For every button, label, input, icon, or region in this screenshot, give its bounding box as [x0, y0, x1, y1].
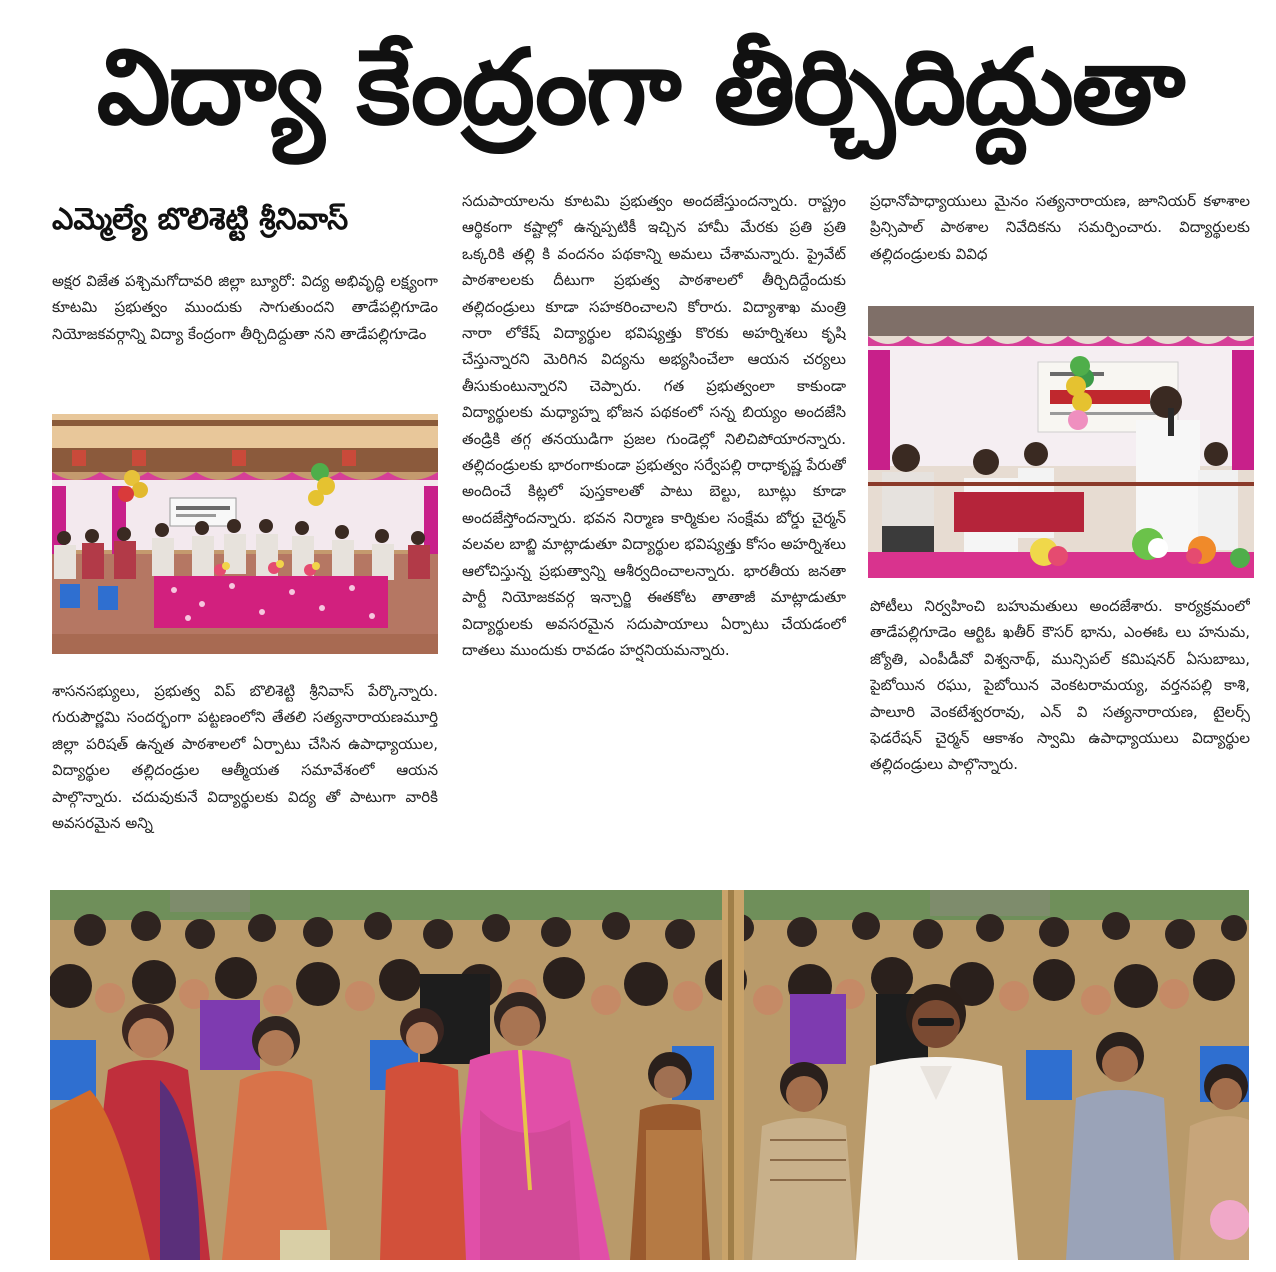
- article-column-3-top: [870, 188, 1250, 276]
- headline: విద్యా కేంద్రంగా తీర్చిదిద్దుతా: [96, 26, 1184, 148]
- article-paragraph: అక్షర విజేత పశ్చిమగోదావరి జిల్లా బ్యూరో: విద్య అభివృద్ధి లక్ష్యంగా కూటమి ప్రభుత్వం ముందుకు సాగుతుందని తాడేపల్లిగూడెం నియోజకవర్గాన్ని విద్యా కేంద్రంగా తీర్చిదిద్దుతా నని తాడేపల్లిగూడెం: [52, 272, 438, 343]
- article-column-1-bottom: [52, 678, 438, 884]
- article-column-1-top: [52, 268, 438, 378]
- article-paragraph: సదుపాయాలను కూటమి ప్రభుత్వం అందజేస్తుందన్నారు. రాష్ట్రం ఆర్థికంగా కష్టాల్లో ఉన్నప్పటికీ ఇచ్చిన హామీ మేరకు ప్రతి ప్రతి ఒక్కరికి తల్లి కి వందనం పథకాన్ని అమలు చేశామన్నారు. ప్రైవేట్ పాఠశాలలకు దీటుగా ప్రభుత్వ పాఠశాలలో తీర్చిదిద్దేందుకు తల్లిదండ్రులు కూడా సహకరించాలని కోరారు. విద్యాశాఖ మంత్రి నారా లోకేష్ విద్యార్థుల భవిష్యత్తు కొరకు అహర్నిశలు కృషి చేస్తున్నారని మెరిగిన విద్యను అభ్యసించేలా ఆయన చర్యలు తీసుకుంటున్నారని చెప్పారు. గత ప్రభుత్వంలా కాకుండా విద్యార్థులకు మధ్యాహ్న భోజన పథకంలో సన్న బియ్యం అందజేసి తండ్రికి తగ్గ తనయుడిగా ప్రజల గుండెల్లో నిలిచిపోయారన్నారు. తల్లిదండ్రులకు భారంగాకుండా ప్రభుత్వం సర్వేపల్లి రాధాకృష్ణ పేరుతో అందించే కిట్లలో పుస్తకాలతో పాటు బెల్టు, బూట్లు కూడా అందజేస్తోందన్నారు. భవన నిర్మాణ కార్మికుల సంక్షేమ బోర్డు చైర్మన్ వలవల బాబ్జి మాట్లాడుతూ విద్యార్థుల భవిష్యత్తు కోసం అహర్నిశలు ఆలోచిస్తున్న ప్రభుత్వాన్ని ఆశీర్వదించాలన్నారు. భారతీయ జనతా పార్టీ నియోజకవర్గ ఇన్చార్జి ఈతకోట తాతాజీ మాట్లాడుతూ విద్యార్థులకు అవసరమైన సదుపాయాలు ఏర్పాటు చేయడంలో దాతలు ముందుకు రావడం హర్షనియమన్నారు.: [462, 192, 846, 659]
- speaker-photo-image: [868, 306, 1254, 578]
- article-paragraph: పోటీలు నిర్వహించి బహుమతులు అందజేశారు. కార్యక్రమంలో తాడేపల్లిగూడెం ఆర్టిఓ ఖతీర్ కౌసర్ భాను, ఎంఈఓ లు హనుమ, జ్యోతి, ఎంపీడీవో విశ్వనాథ్, మున్సిపల్ కమిషనర్ ఏసుబాబు, పైబోయిన రఘు, పైబోయిన వెంకటరామయ్య, వర్తనపల్లి కాశి, పాలూరి వెంకటేశ్వరరావు, ఎన్ వి సత్యనారాయణ, టైలర్స్ ఫెడరేషన్ చైర్మన్ ఆకాశం స్వామి ఉపాధ్యాయులు విద్యార్థుల తల్లిదండ్రులు పాల్గొన్నారు.: [870, 597, 1250, 774]
- article-paragraph: శాసనసభ్యులు, ప్రభుత్వ విప్ బొలిశెట్టి శ్రీనివాస్ పేర్కొన్నారు. గురుపౌర్ణమి సందర్భంగా పట్టణంలోని తేతలి సత్యనారాయణమూర్తి జిల్లా పరిషత్ ఉన్నత పాఠశాలలో ఏర్పాటు చేసిన ఉపాధ్యాయుల, విద్యార్థుల తల్లిదండ్రుల ఆత్మీయత సమావేశంలో ఆయన పాల్గొన్నారు. చదువుకునే విద్యార్థులకు విద్య తో పాటుగా వారికి అవసరమైన అన్ని: [52, 682, 438, 833]
- speaker-photo: [868, 306, 1254, 578]
- audience-photo: [50, 890, 1249, 1260]
- stage-photo-image: [52, 414, 438, 654]
- subheadline: ఎమ్మెల్యే బొలిశెట్టి శ్రీనివాస్: [52, 202, 349, 237]
- stage-photo: [52, 414, 438, 654]
- article-column-3-bottom: [870, 593, 1250, 863]
- article-column-2: [462, 188, 846, 860]
- article-paragraph: ప్రధానోపాధ్యాయులు మైనం సత్యనారాయణ, జూనియర్ కళాశాల ప్రిన్సిపాల్ పాఠశాల నివేదికను సమర్పించారు. విద్యార్థులకు తల్లిదండ్రులకు వివిధ: [870, 192, 1250, 263]
- audience-photo-image: [50, 890, 1249, 1260]
